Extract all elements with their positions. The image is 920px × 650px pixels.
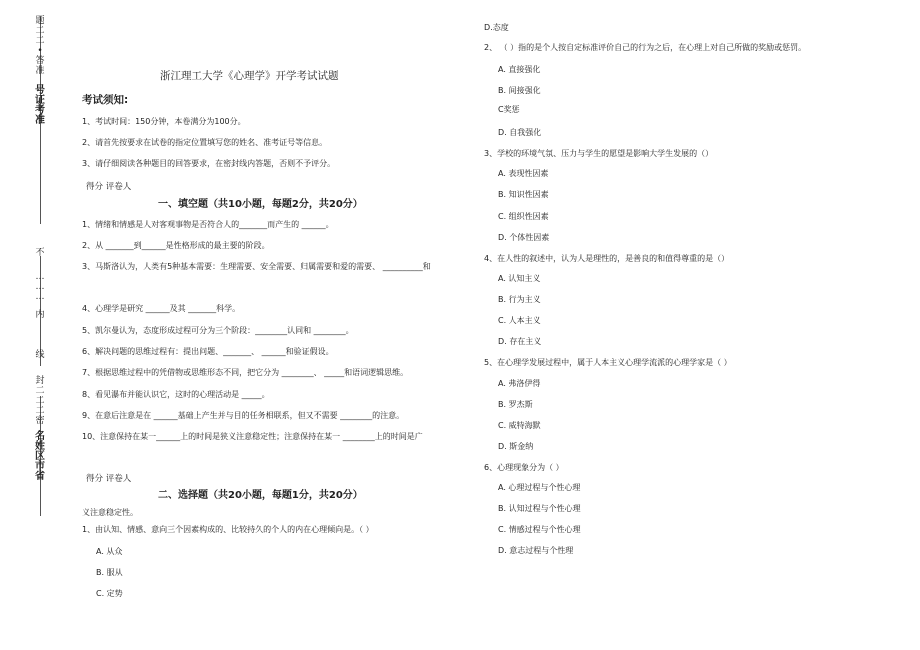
binding-strip: [28, 16, 50, 636]
choice-option: D. 自我强化: [498, 128, 542, 137]
choice-question: 4、在人性的叙述中，认为人是理性的，是善良的和值得尊重的是（）: [484, 254, 730, 263]
choice-option: B. 服从: [96, 568, 123, 577]
choice-option: C. 威特海默: [498, 421, 541, 430]
binding-char: 答: [35, 56, 45, 66]
choice-question: 6、心理现象分为（ ）: [484, 463, 564, 472]
choice-option: C. 情感过程与个性心理: [498, 525, 581, 534]
choice-option: D. 斯金纳: [498, 442, 534, 451]
fill-in-question: 4、心理学是研究 ______及其 _______科学。: [82, 304, 241, 313]
section-title-fill-in: 一、填空题（共10小题，每题2分，共20分）: [158, 199, 363, 210]
notice-item: 3、请仔细阅读各种题目的回答要求，在密封线内答题，否则不予评分。: [82, 159, 336, 168]
fill-in-question: 6、解决问题的思维过程有：提出问题、_______、 ______和验证假设。: [82, 347, 334, 356]
binding-char: 准: [35, 66, 45, 76]
binding-char: 内: [35, 310, 45, 320]
notice-item: 1、考试时间：150分钟，本卷满分为100分。: [82, 117, 246, 126]
notice-heading: 考试须知:: [82, 94, 129, 106]
choice-question: 2、 （ ）指的是个人按自定标准评价自己的行为之后，在心理上对自己所做的奖励或惩罚。: [484, 43, 807, 52]
choice-option: D. 存在主义: [498, 337, 542, 346]
binding-char: 不: [35, 248, 45, 258]
binding-text-top: [30, 16, 50, 126]
fill-in-question: 3、马斯洛认为，人类有5种基本需要：生理需要、安全需要、归属需要和爱的需要、 __________和: [82, 262, 431, 271]
binding-char: …: [35, 282, 45, 292]
choice-option: D. 意志过程与个性理: [498, 546, 574, 555]
binding-text-middle: [30, 248, 50, 360]
binding-field-char: 区: [35, 451, 45, 462]
choice-option: C. 组织性因素: [498, 212, 549, 221]
binding-char: 二: [35, 386, 45, 396]
choice-option: B. 间接强化: [498, 86, 541, 95]
fill-in-question: 9、在意后注意是在 ______基础上产生并与目的任务相联系，但又不需要 ________的注意。: [82, 411, 405, 420]
binding-char: 二: [35, 406, 45, 416]
choice-option: B. 知识性因素: [498, 190, 549, 199]
fill-in-question: 10、注意保持在某一______上的时间是狭义注意稳定性；注意保持在某一 ________上的时间是广: [82, 432, 423, 441]
binding-char: 二: [35, 26, 45, 36]
score-box-label: 得分 评卷人: [86, 474, 132, 484]
choice-option: A. 表现性因素: [498, 169, 549, 178]
choice-option: A. 认知主义: [498, 274, 541, 283]
choice-option: B. 罗杰斯: [498, 400, 533, 409]
choice-option: A. 从众: [96, 547, 123, 556]
binding-char: 线: [35, 350, 45, 360]
fill-in-question: 1、情绪和情感是人对客观事物是否符合人的_______而产生的 ______。: [82, 220, 334, 229]
binding-char: …: [35, 292, 45, 302]
binding-text-bottom: [30, 376, 50, 482]
question-continuation: 义注意稳定性。: [82, 508, 138, 517]
binding-char: 二: [35, 36, 45, 46]
binding-field-char: 准: [35, 115, 45, 126]
binding-char: …: [35, 272, 45, 282]
binding-char: 二: [35, 396, 45, 406]
section-title-choice: 二、选择题（共20小题，每题1分，共20分）: [158, 490, 363, 501]
binding-char: •: [37, 46, 43, 56]
choice-option: A. 直接强化: [498, 65, 541, 74]
binding-field-char: 号: [35, 85, 45, 96]
choice-option: D.态度: [484, 23, 509, 32]
binding-field-char: 姓: [35, 441, 45, 452]
fill-in-question: 8、看见瀑布并能认识它，这时的心理活动是 _____。: [82, 390, 270, 399]
binding-field-char: 市: [35, 461, 45, 472]
choice-option: B. 行为主义: [498, 295, 541, 304]
score-box-label: 得分 评卷人: [86, 182, 132, 192]
choice-option: B. 认知过程与个性心理: [498, 504, 581, 513]
binding-field-char: 省: [35, 471, 45, 482]
binding-char: 封: [35, 376, 45, 386]
binding-char: 题: [35, 16, 45, 26]
choice-option: D. 个体性因素: [498, 233, 550, 242]
binding-field-char: 考: [35, 105, 45, 116]
fill-in-question: 7、根据思维过程中的凭借物或思维形态不同，把它分为 ________、 _____和语词逻辑思维。: [82, 368, 409, 377]
fill-in-question: 2、从 _______到______是性格形成的最主要的阶段。: [82, 241, 270, 250]
exam-title: 浙江理工大学《心理学》开学考试试题: [160, 70, 339, 82]
notice-item: 2、请首先按要求在试卷的指定位置填写您的姓名、准考证号等信息。: [82, 138, 328, 147]
choice-option: A. 弗洛伊得: [498, 379, 541, 388]
choice-question: 1、由认知、情感、意向三个因素构成的、比较持久的个人的内在心理倾向是。（ ）: [82, 525, 374, 534]
binding-char: 密: [35, 416, 45, 426]
choice-option: A. 心理过程与个性心理: [498, 483, 581, 492]
choice-option: C奖惩: [498, 105, 520, 114]
choice-question: 3、学校的环境气氛、压力与学生的愿望是影响大学生发展的（）: [484, 149, 714, 158]
choice-option: C. 人本主义: [498, 316, 541, 325]
fill-in-question: 5、凯尔曼认为，态度形成过程可分为三个阶段：________认同和 ________。: [82, 326, 354, 335]
choice-option: C. 定势: [96, 589, 123, 598]
binding-field-char: 证: [35, 95, 45, 106]
binding-field-char: 名: [35, 431, 45, 442]
choice-question: 5、在心理学发展过程中，属于人本主义心理学流派的心理学家是（ ）: [484, 358, 732, 367]
